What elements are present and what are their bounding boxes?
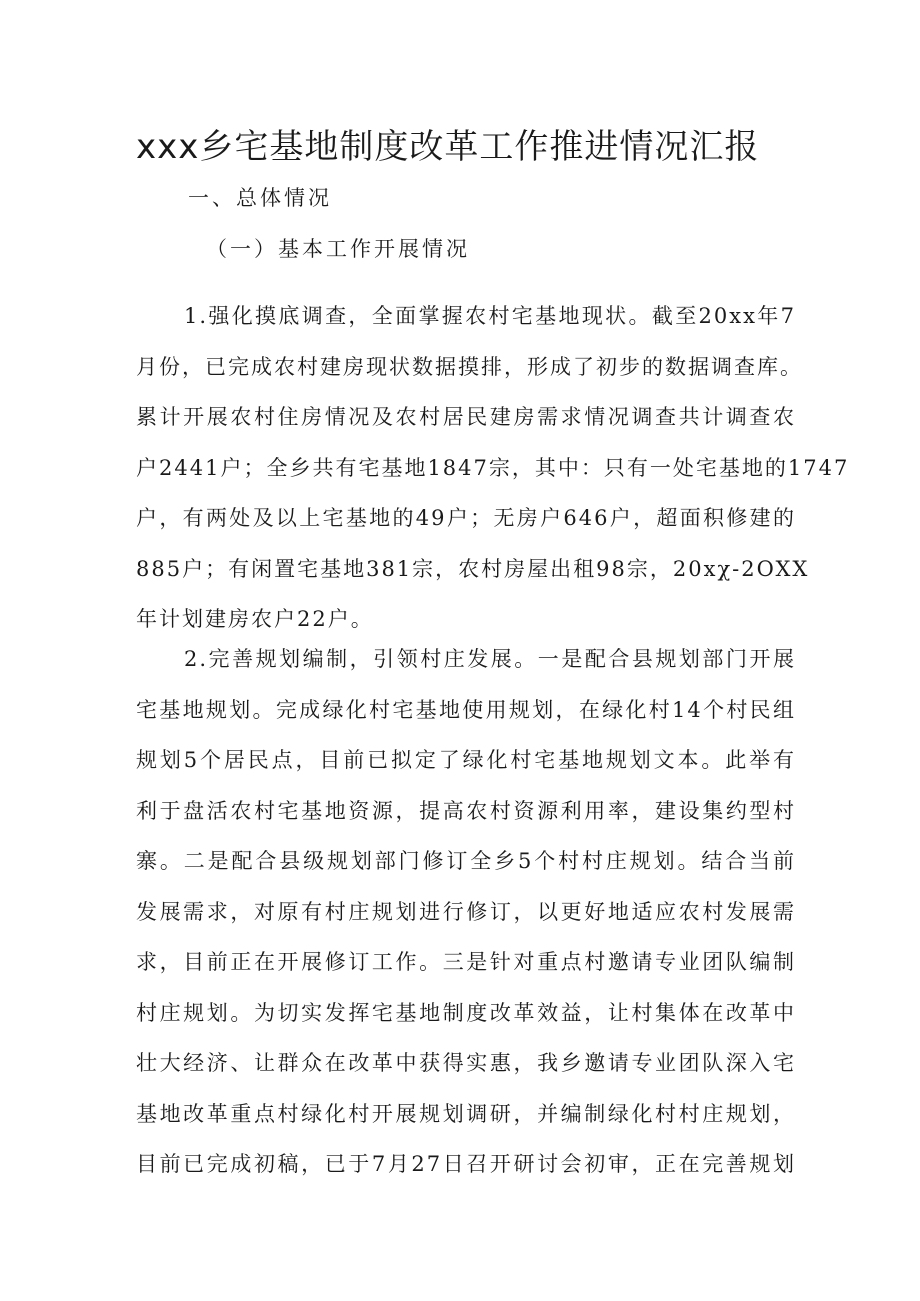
paragraph-2: [136, 634, 796, 1190]
paragraph-line: 壮大经济、让群众在改革中获得实惠，我乡邀请专业团队深入宅: [136, 1051, 796, 1075]
paragraph-line: 宅基地规划。完成绿化村宅基地使用规划，在绿化村14个村民组: [136, 697, 796, 722]
paragraph-line: 利于盘活农村宅基地资源，提高农村资源利用率，建设集约型村: [136, 798, 796, 823]
paragraph-line: 发展需求，对原有村庄规划进行修订，以更好地适应农村发展需: [136, 899, 796, 924]
document-title: xxx乡宅基地制度改革工作推进情况汇报: [136, 127, 760, 167]
paragraph-line: 规划5个居民点，目前已拟定了绿化村宅基地规划文本。此举有: [136, 748, 796, 772]
paragraph-1: [136, 291, 850, 645]
paragraph-line: 村庄规划。为切实发挥宅基地制度改革效益，让村集体在改革中: [136, 1000, 796, 1025]
paragraph-line: 年计划建房农户22户。: [136, 607, 374, 631]
subsection-heading: （一）基本工作开展情况: [206, 237, 470, 261]
paragraph-line: 求，目前正在开展修订工作。三是针对重点村邀请专业团队编制: [136, 950, 796, 974]
paragraph-line: 基地改革重点村绿化村开展规划调研，并编制绿化村村庄规划，: [136, 1101, 796, 1126]
paragraph-line: 1.强化摸底调查，全面掌握农村宅基地现状。截至20xx年7: [184, 304, 796, 328]
paragraph-line: 累计开展农村住房情况及农村居民建房需求情况调查共计调查农: [136, 405, 796, 429]
paragraph-line: 户，有两处及以上宅基地的49户；无房户646户，超面积修建的: [136, 506, 796, 530]
paragraph-line: 2.完善规划编制，引领村庄发展。一是配合县规划部门开展: [184, 647, 796, 671]
paragraph-line: 月份，已完成农村建房现状数据摸排，形成了初步的数据调查库。: [136, 354, 803, 379]
paragraph-line: 寨。二是配合县级规划部门修订全乡5个村村庄规划。结合当前: [136, 849, 796, 873]
paragraph-line: 户2441户；全乡共有宅基地1847宗，其中：只有一处宅基地的1747: [136, 455, 850, 480]
section-heading: 一、总体情况: [188, 186, 332, 210]
paragraph-line: 目前已完成初稿，已于7月27日召开研讨会初审，正在完善规划: [136, 1152, 796, 1176]
paragraph-line: 885户；有闲置宅基地381宗，农村房屋出租98宗，20xχ-2OXX: [136, 556, 810, 581]
